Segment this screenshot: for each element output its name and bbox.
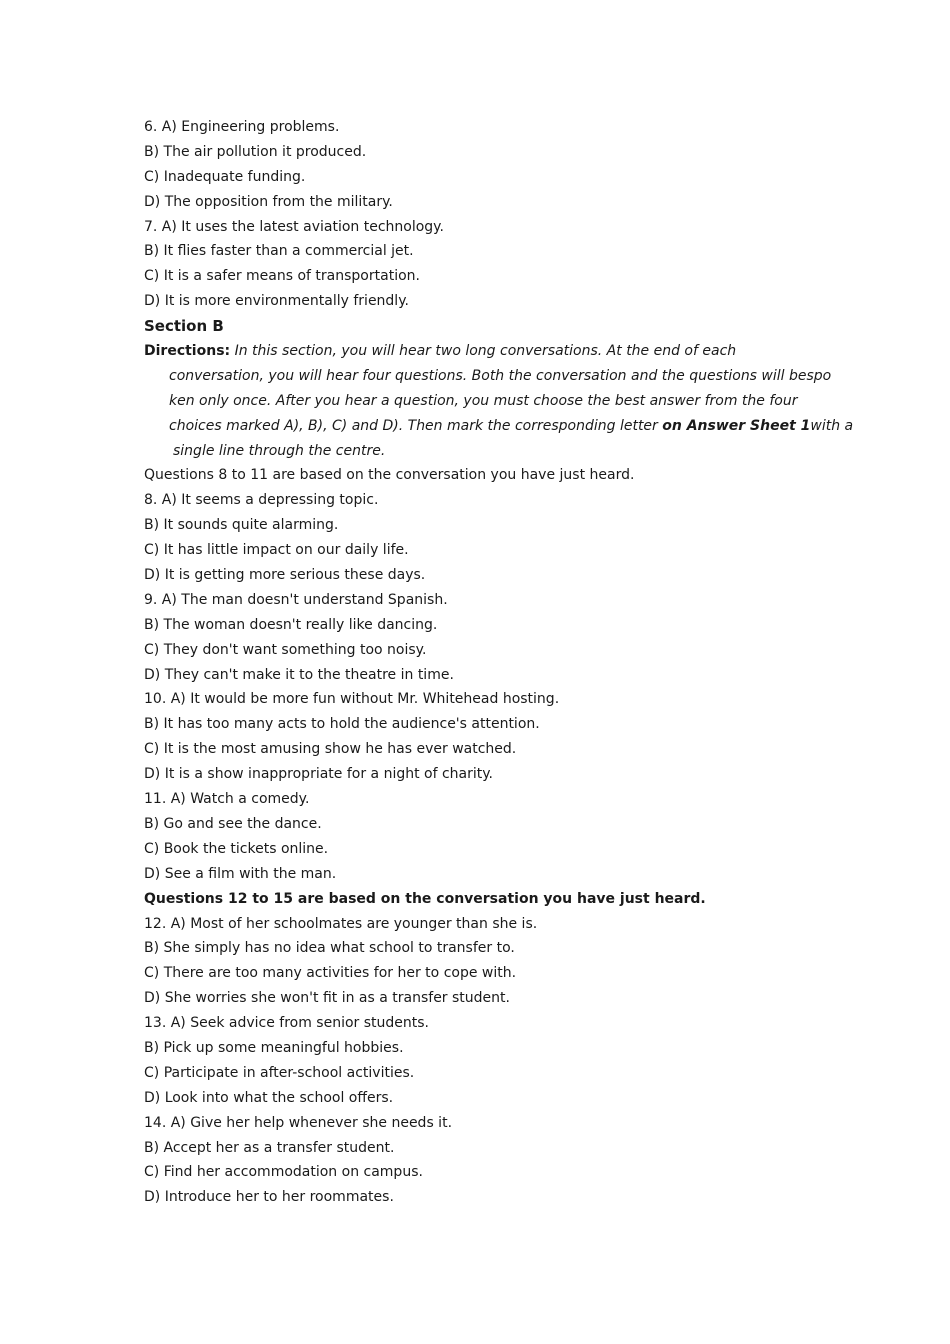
option-9c: C) They don't want something too noisy.: [144, 641, 427, 658]
question-8: [144, 488, 844, 588]
option-6a: 6. A) Engineering problems.: [144, 119, 340, 135]
question-11: [144, 787, 844, 887]
question-13: [144, 1011, 844, 1111]
option-6b: B) The air pollution it produced.: [144, 143, 367, 160]
document-page: [144, 115, 854, 1210]
answer-sheet-ref: on Answer Sheet 1: [662, 417, 811, 434]
directions-line-5: single line through the centre.: [173, 442, 386, 459]
option-7d: D) It is more environmentally friendly.: [144, 293, 409, 310]
option-9d: D) They can't make it to the theatre in time.: [144, 666, 454, 683]
option-12a: 12. A) Most of her schoolmates are younger than she is.: [144, 915, 538, 932]
question-9: [144, 588, 844, 688]
directions-block: [144, 339, 854, 463]
option-8c: C) It has little impact on our daily life.: [144, 542, 409, 559]
option-7c: C) It is a safer means of transportation.: [144, 268, 420, 285]
option-9b: B) The woman doesn't really like dancing.: [144, 616, 438, 633]
directions-label: Directions:: [144, 343, 231, 360]
option-8b: B) It sounds quite alarming.: [144, 517, 339, 534]
option-6d: D) The opposition from the military.: [144, 193, 393, 210]
option-14c: C) Find her accommodation on campus.: [144, 1164, 423, 1181]
option-12c: C) There are too many activities for her to cope with.: [144, 965, 517, 982]
option-12b: B) She simply has no idea what school to transfer to.: [144, 940, 515, 957]
option-14b: B) Accept her as a transfer student.: [144, 1139, 395, 1156]
option-7b: B) It flies faster than a commercial jet.: [144, 243, 414, 260]
question-10: [144, 687, 844, 787]
option-13b: B) Pick up some meaningful hobbies.: [144, 1039, 404, 1056]
option-8a: 8. A) It seems a depressing topic.: [144, 492, 379, 509]
directions-line-1: In this section, you will hear two long conversations. At the end of each: [230, 343, 737, 360]
questions-12-15-intro: Questions 12 to 15 are based on the conversation you have just heard.: [144, 890, 706, 907]
option-13d: D) Look into what the school offers.: [144, 1089, 394, 1106]
option-10c: C) It is the most amusing show he has ever watched.: [144, 741, 517, 758]
option-9a: 9. A) The man doesn't understand Spanish.: [144, 591, 448, 608]
questions-8-11-intro: Questions 8 to 11 are based on the conversation you have just heard.: [144, 467, 635, 484]
option-11b: B) Go and see the dance.: [144, 815, 322, 832]
question-12: [144, 912, 844, 1012]
question-6: [144, 115, 844, 215]
option-6c: C) Inadequate funding.: [144, 168, 306, 185]
directions-line-4: [144, 414, 854, 439]
directions-line-2: conversation, you will hear four questions. Both the conversation and the questions will bespo: [169, 367, 832, 384]
option-7a: 7. A) It uses the latest aviation technology.: [144, 218, 444, 235]
option-14a: 14. A) Give her help whenever she needs it.: [144, 1114, 453, 1131]
question-14: [144, 1111, 844, 1211]
option-11d: D) See a film with the man.: [144, 865, 337, 882]
option-10a: 10. A) It would be more fun without Mr. Whitehead hosting.: [144, 691, 560, 708]
option-11c: C) Book the tickets online.: [144, 840, 329, 857]
option-13c: C) Participate in after-school activities.: [144, 1064, 415, 1081]
option-11a: 11. A) Watch a comedy.: [144, 791, 310, 808]
option-8d: D) It is getting more serious these days.: [144, 567, 426, 584]
option-13a: 13. A) Seek advice from senior students.: [144, 1015, 430, 1032]
option-12d: D) She worries she won't fit in as a transfer student.: [144, 990, 510, 1007]
option-10b: B) It has too many acts to hold the audience's attention.: [144, 716, 540, 733]
option-14d: D) Introduce her to her roommates.: [144, 1189, 394, 1206]
directions-line-4-post: with a: [810, 417, 854, 434]
directions-line-4-pre: choices marked A), B), C) and D). Then mark the corresponding letter: [169, 417, 663, 434]
section-b-title: Section B: [144, 317, 224, 336]
option-10d: D) It is a show inappropriate for a night of charity.: [144, 766, 494, 783]
directions-line-3: ken only once. After you hear a question, you must choose the best answer from the four: [169, 392, 798, 409]
question-7: [144, 215, 844, 315]
